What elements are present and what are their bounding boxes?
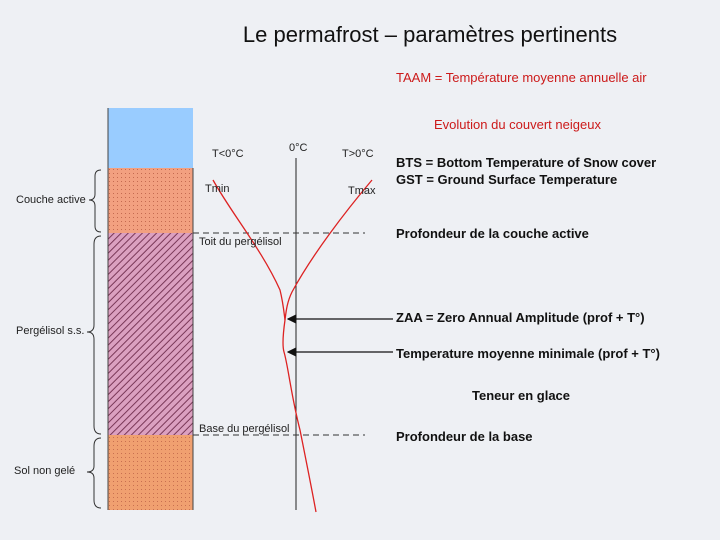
- ice-content-note: Teneur en glace: [472, 388, 571, 403]
- permafrost-base-label: Base du pergélisol: [199, 423, 290, 435]
- brace-unfrozen: [87, 438, 101, 508]
- tmax-label: Tmax: [348, 185, 376, 197]
- tmin-label: Tmin: [205, 183, 230, 195]
- taam-label: TAAM = Température moyenne annuelle air: [396, 70, 647, 85]
- zaa-note: ZAA = Zero Annual Amplitude (prof + T°): [396, 310, 645, 325]
- gst-note: GST = Ground Surface Temperature: [396, 172, 618, 187]
- page-title: Le permafrost – paramètres pertinents: [242, 22, 618, 47]
- unfrozen-soil-label: Sol non gelé: [14, 465, 76, 477]
- temp-profile-curve: [283, 320, 316, 512]
- bts-note: BTS = Bottom Temperature of Snow cover: [396, 155, 657, 170]
- unfrozen-layer: [108, 435, 193, 510]
- base-depth-note: Profondeur de la base: [396, 429, 533, 444]
- permafrost-layer: [108, 233, 193, 435]
- min-temp-note: Temperature moyenne minimale (prof + T°): [396, 346, 660, 361]
- zero-temp-label: 0°C: [289, 142, 308, 154]
- active-layer-label: Couche active: [16, 194, 86, 206]
- negative-temp-label: T<0°C: [212, 148, 244, 160]
- brace-permafrost: [87, 236, 101, 434]
- permafrost-top-label: Toit du pergélisol: [199, 236, 282, 248]
- active-depth-note: Profondeur de la couche active: [396, 226, 589, 241]
- active-layer: [108, 168, 193, 233]
- snow-layer: [108, 108, 193, 168]
- snow-evolution-label: Evolution du couvert neigeux: [434, 117, 601, 132]
- tmax-curve: [285, 180, 372, 320]
- tmin-curve: [213, 180, 285, 320]
- brace-active: [89, 170, 101, 232]
- positive-temp-label: T>0°C: [342, 148, 374, 160]
- permafrost-label: Pergélisol s.s.: [16, 325, 85, 337]
